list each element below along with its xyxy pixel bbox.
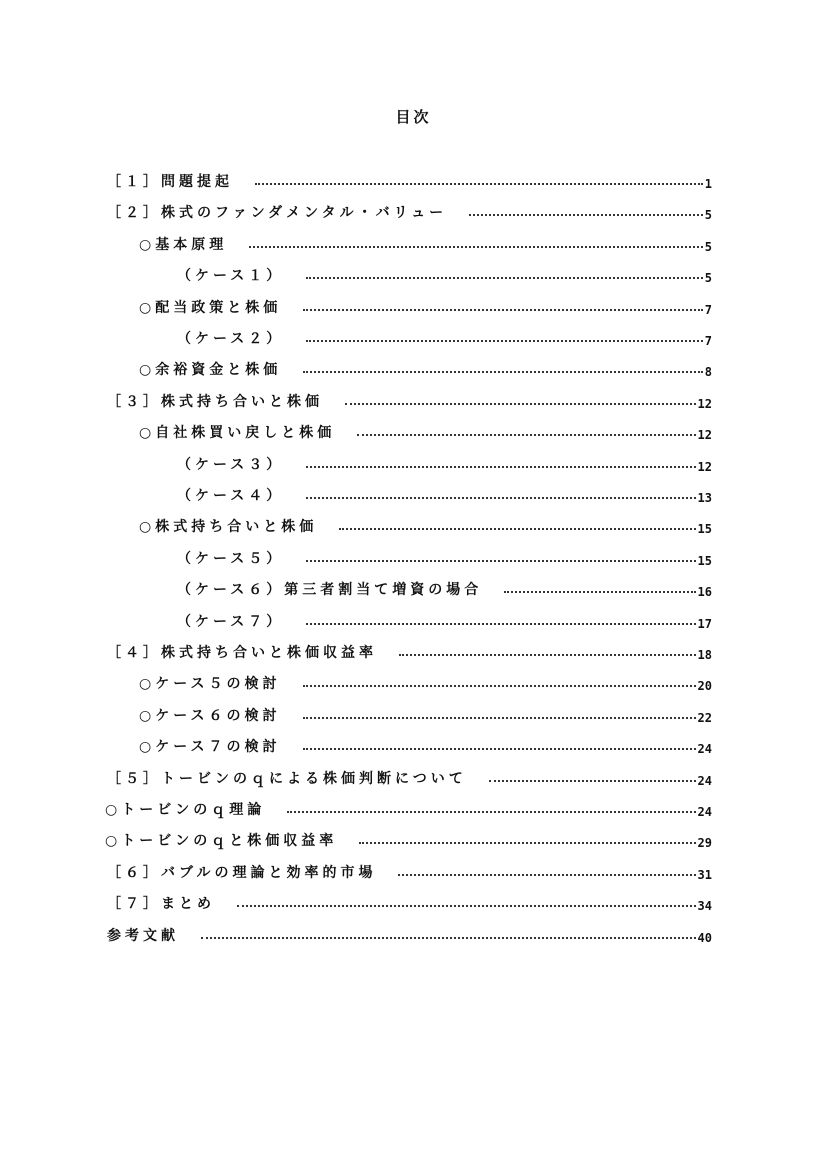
toc-entry [177, 450, 712, 474]
toc-leader-dots [398, 874, 695, 876]
toc-entry-label: ［１］問題提起 [107, 174, 233, 190]
toc-leader-dots [489, 780, 696, 782]
toc-entry [105, 795, 712, 819]
toc-entry-page: 16 [697, 585, 712, 599]
toc-entry-page: 34 [697, 899, 712, 913]
toc-entry-label: ［６］バブルの理論と効率的市場 [107, 865, 377, 881]
toc-entry-page: 1 [704, 177, 712, 191]
toc-leader-dots [399, 654, 696, 656]
toc-entry-page: 17 [697, 617, 712, 631]
toc-entry [107, 858, 712, 882]
toc-entry-label: （ケース１） [177, 268, 285, 284]
toc-entry-page: 5 [704, 240, 712, 254]
toc-entry-page: 12 [697, 397, 712, 411]
toc-entry-page: 20 [697, 679, 712, 693]
toc-leader-dots [237, 905, 696, 907]
toc-entry-label: ［７］まとめ [107, 896, 215, 912]
toc-leader-dots [303, 371, 703, 373]
toc-entry-page: 31 [697, 868, 712, 882]
toc-entry-label: ○ケース７の検討 [139, 739, 281, 755]
toc-entry [177, 324, 712, 348]
toc-leader-dots [287, 811, 695, 813]
toc-entry-page: 40 [697, 931, 712, 945]
toc-entry [177, 607, 712, 631]
toc-entry-page: 15 [697, 522, 712, 536]
toc-leader-dots [306, 466, 695, 468]
toc-leader-dots [469, 214, 703, 216]
toc-entry [107, 764, 712, 788]
toc-leader-dots [303, 748, 696, 750]
toc-entry-page: 7 [704, 334, 712, 348]
toc-entry-label: ○自社株買い戻しと株価 [139, 425, 336, 441]
toc-entry-page: 18 [697, 648, 712, 662]
toc-entry-page: 24 [697, 742, 712, 756]
toc-entry [177, 481, 712, 505]
toc-entry-page: 8 [704, 365, 712, 379]
toc-entry [139, 355, 712, 379]
toc-entry-label: ○ケース６の検討 [139, 708, 281, 724]
toc-entry [139, 669, 712, 693]
toc-entry [177, 261, 712, 285]
toc-leader-dots [303, 685, 696, 687]
toc-entry [177, 575, 712, 599]
toc-entry-page: 29 [697, 836, 712, 850]
document-title: 目次 [395, 108, 432, 126]
toc-leader-dots [306, 497, 695, 499]
toc-entry-page: 13 [697, 491, 712, 505]
toc-leader-dots [303, 717, 696, 719]
toc-entry-label: ○株式持ち合いと株価 [139, 519, 318, 535]
toc-entry-page: 7 [704, 303, 712, 317]
toc-entry [107, 889, 712, 913]
toc-entry-label: ○基本原理 [139, 237, 228, 253]
toc-entry [107, 921, 712, 945]
toc-leader-dots [359, 842, 695, 844]
toc-entry-label: ○配当政策と株価 [139, 300, 282, 316]
toc-entry-label: ［２］株式のファンダメンタル・バリュー [107, 205, 448, 221]
toc-entry [139, 418, 712, 442]
toc-entry [139, 512, 712, 536]
toc-entry-label: （ケース６）第三者割当て増資の場合 [177, 582, 483, 598]
toc-entry-label: ［４］株式持ち合いと株価収益率 [107, 645, 377, 661]
toc-entry-label: ［３］株式持ち合いと株価 [107, 394, 323, 410]
toc-entry [105, 826, 712, 850]
toc-leader-dots [306, 560, 695, 562]
toc-entry [139, 293, 712, 317]
toc-entry-label: （ケース４） [177, 488, 285, 504]
toc-entry [139, 732, 712, 756]
toc-leader-dots [303, 309, 703, 311]
toc-entry [107, 167, 712, 191]
toc-leader-dots [306, 277, 702, 279]
toc-entry-page: 22 [697, 711, 712, 725]
toc-entry [107, 638, 712, 662]
toc-leader-dots [339, 528, 695, 530]
toc-entry-label: 参考文献 [107, 928, 179, 944]
toc-entry-page: 12 [697, 460, 712, 474]
toc-entry [139, 701, 712, 725]
toc-entry-label: （ケース５） [177, 551, 285, 567]
toc-leader-dots [201, 937, 696, 939]
toc-leader-dots [306, 340, 702, 342]
toc-leader-dots [306, 623, 695, 625]
toc-entry-label: （ケース２） [177, 331, 285, 347]
toc-entry-label: ○トービンのｑと株価収益率 [105, 833, 338, 849]
toc-entry-page: 24 [697, 774, 712, 788]
toc-entry-label: （ケース７） [177, 614, 285, 630]
toc-entry-label: ○ケース５の検討 [139, 676, 281, 692]
toc-leader-dots [504, 591, 695, 593]
toc-leader-dots [249, 246, 703, 248]
toc-entry [107, 387, 712, 411]
toc-entry [139, 230, 712, 254]
toc-entry-page: 24 [697, 805, 712, 819]
toc-entry-label: （ケース３） [177, 457, 285, 473]
toc-entry-label: ○余裕資金と株価 [139, 362, 282, 378]
toc-entry-page: 15 [697, 554, 712, 568]
toc-entry [177, 544, 712, 568]
toc-entry-page: 12 [697, 428, 712, 442]
toc-entry-label: ○トービンのｑ理論 [105, 802, 266, 818]
toc-entry-label: ［５］トービンのｑによる株価判断について [107, 771, 467, 787]
toc-leader-dots [357, 434, 695, 436]
toc-entry-page: 5 [704, 271, 712, 285]
toc-leader-dots [345, 403, 696, 405]
toc-entry [107, 198, 712, 222]
toc-leader-dots [255, 183, 703, 185]
toc-entry-page: 5 [704, 208, 712, 222]
